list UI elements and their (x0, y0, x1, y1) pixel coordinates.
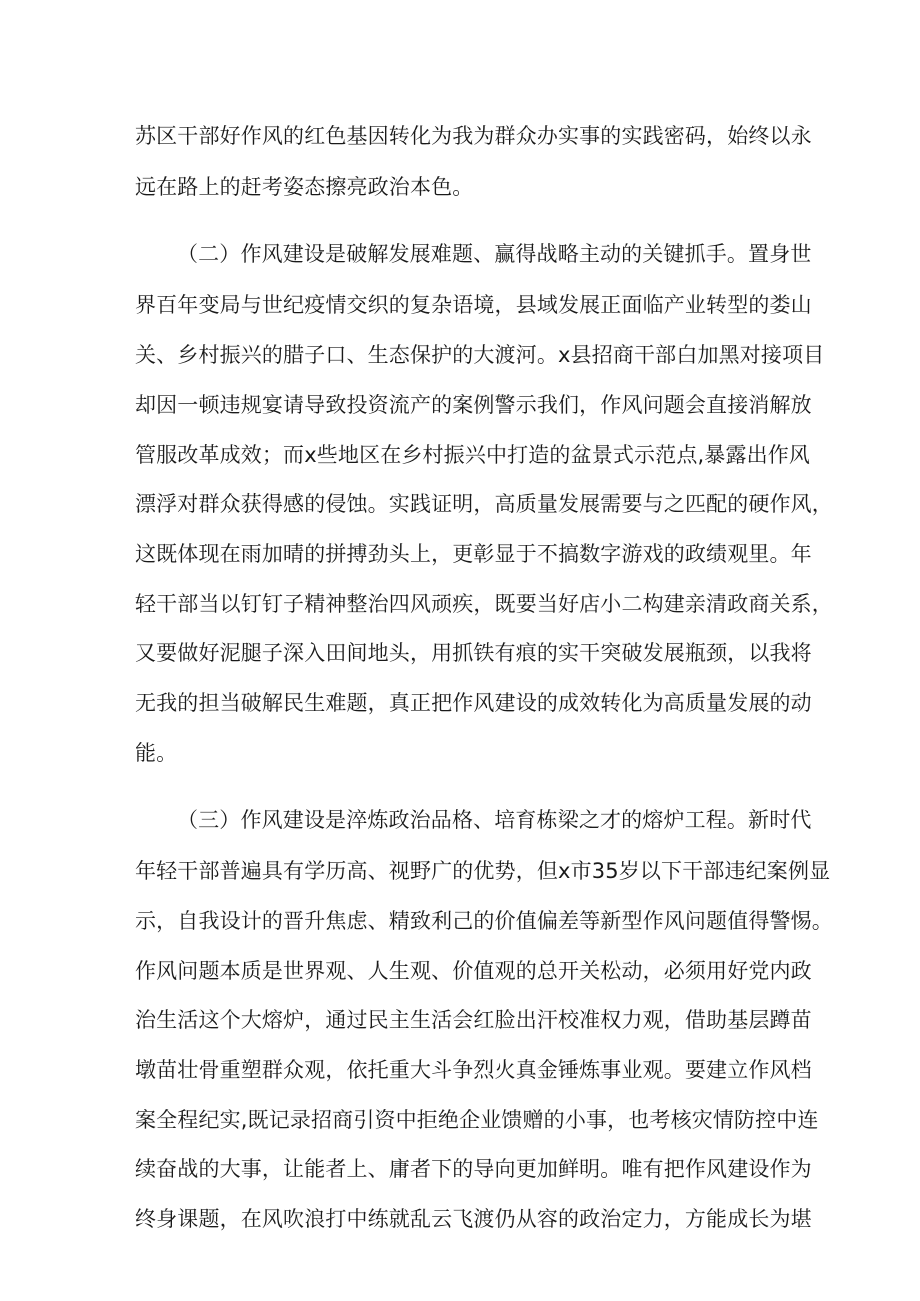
text-line-13: 能。 (135, 741, 178, 765)
text-line-16: 示，自我设计的晋升焦虑、精致利己的价值偏差等新型作风问题值得警惕。 (135, 909, 833, 933)
text-line-18: 治生活这个大熔炉，通过民主生活会红脸出汗校准权力观，借助基层蹲苗 (135, 1008, 812, 1032)
text-line-8: 漂浮对群众获得感的侵蚀。实践证明，高质量发展需要与之匹配的硬作风， (135, 492, 833, 516)
text-line-4: 界百年变局与世纪疫情交织的复杂语境，县域发展正面临产业转型的娄山 (135, 293, 812, 317)
section-two-heading-line: （二）作风建设是破解发展难题、赢得战略主动的关键抓手。置身世 (177, 242, 812, 266)
section-three-heading-line: （三）作风建设是淬炼政治品格、培育栋梁之才的熔炉工程。新时代 (177, 808, 812, 832)
text-line-12: 无我的担当破解民生难题，真正把作风建设的成效转化为高质量发展的动 (135, 691, 812, 715)
text-line-5: 关、乡村振兴的腊子口、生态保护的大渡河。x县招商干部白加黑对接项目 (135, 343, 825, 367)
text-line-9: 这既体现在雨加晴的拼搏劲头上，更彰显于不搞数字游戏的政绩观里。年 (135, 542, 812, 566)
text-line-10: 轻干部当以钉钉子精神整治四风顽疾，既要当好店小二构建亲清政商关系， (135, 592, 833, 616)
text-line-22: 终身课题，在风吹浪打中练就乱云飞渡仍从容的政治定力，方能成长为堪 (135, 1207, 812, 1231)
text-line-6: 却因一顿违规宴请导致投资流产的案例警示我们，作风问题会直接消解放 (135, 393, 812, 417)
text-line-11: 又要做好泥腿子深入田间地头，用抓铁有痕的实干突破发展瓶颈，以我将 (135, 641, 812, 665)
text-line-19: 墩苗壮骨重塑群众观，依托重大斗争烈火真金锤炼事业观。要建立作风档 (135, 1058, 812, 1082)
text-line-21: 续奋战的大事，让能者上、庸者下的导向更加鲜明。唯有把作风建设作为 (135, 1157, 812, 1181)
text-line-17: 作风问题本质是世界观、人生观、价值观的总开关松动，必须用好党内政 (135, 959, 812, 983)
text-line-15: 年轻干部普遍具有学历高、视野广的优势，但x市35岁以下干部违纪案例显 (135, 859, 831, 883)
text-line-7: 管服改革成效；而x些地区在乡村振兴中打造的盆景式示范点,暴露出作风 (135, 443, 811, 467)
text-line-2: 远在路上的赶考姿态擦亮政治本色。 (135, 175, 474, 199)
text-line-1: 苏区干部好作风的红色基因转化为我为群众办实事的实践密码，始终以永 (135, 124, 812, 148)
text-line-20: 案全程纪实,既记录招商引资中拒绝企业馈赠的小事，也考核灾情防控中连 (135, 1108, 819, 1132)
